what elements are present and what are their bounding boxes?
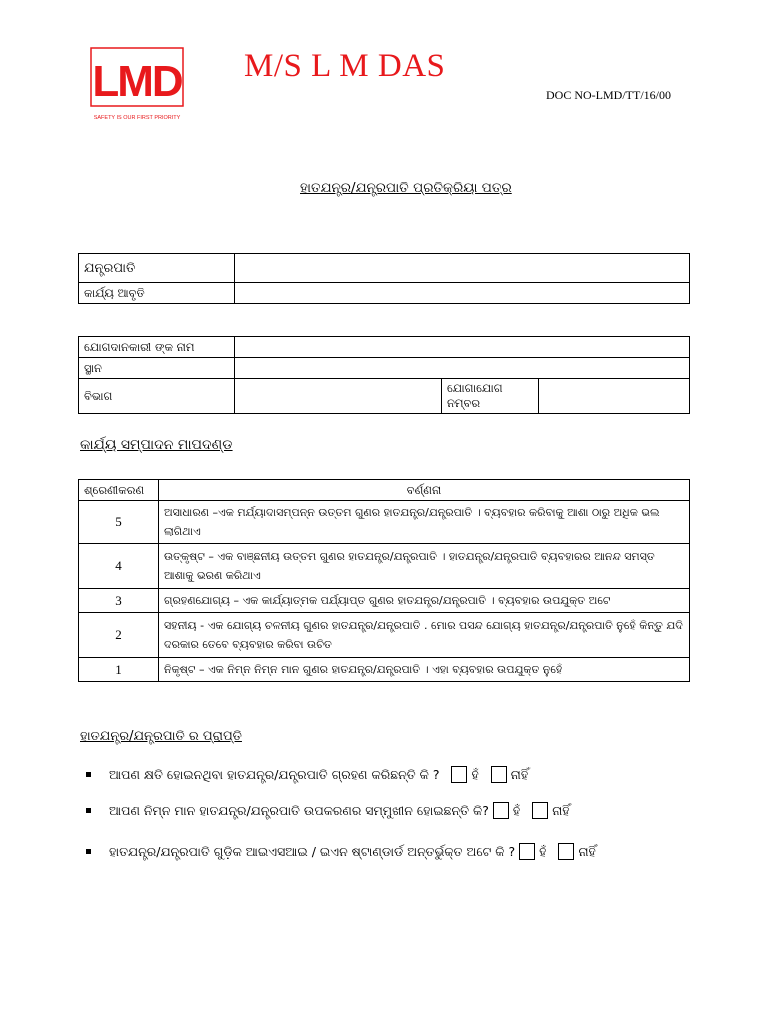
rating-value: 1	[79, 658, 159, 682]
equipment-label: ଯନ୍ତ୍ରପାତି	[79, 254, 235, 283]
description-header: ବର୍ଣ୍ଣନା	[159, 480, 690, 501]
rating-value: 3	[79, 589, 159, 613]
logo-tagline: SAFETY IS OUR FIRST PRIORITY	[93, 115, 181, 121]
criteria-table	[78, 479, 690, 682]
no-label: ନାହିଁ	[578, 843, 596, 859]
document-number: DOC NO-LMD/TT/16/00	[546, 88, 671, 102]
no-label: ନାହିଁ	[510, 766, 529, 782]
rating-description: ସହନୀୟ - ଏକ ଯୋଗ୍ୟ ଚଳନୀୟ ଗୁଣର ହାତଯନ୍ତ୍ର/ଯନ୍ତ୍ରପାତି . ମୋର ପସନ୍ଦ ଯୋଗ୍ୟ ହାତଯନ୍ତ୍ର/ଯନ୍ତ୍ରପାତି ନୁହେଁ କିନ୍ତୁ ଯଦି ଦରକାର ତେବେ ବ୍ୟବହାର କରିବା ଉଚିତ	[159, 613, 690, 658]
logo-text: LMD	[92, 57, 182, 106]
contributor-name-input[interactable]	[235, 337, 690, 358]
table-row	[79, 544, 690, 589]
rating-header: ଶ୍ରେଣୀକରଣ	[79, 480, 159, 501]
bullet-icon	[86, 772, 91, 777]
yes-label: ହଁ	[471, 766, 479, 782]
yes-label: ହଁ	[539, 843, 547, 859]
work-frequency-label: କାର୍ଯ୍ୟ ଆବୃତି	[79, 283, 235, 304]
rating-description: ଉତ୍କୃଷ୍ଟ – ଏକ ବାଞ୍ଛନୀୟ ଉତ୍ତମ ଗୁଣର ହାତଯନ୍ତ୍ର/ଯନ୍ତ୍ରପାତି । ହାତଯନ୍ତ୍ର/ଯନ୍ତ୍ରପାତି ବ୍ୟବହାରର ଆନନ୍ଦ ସମସ୍ତ ଆଶାକୁ ଭରଣ କରିଥାଏ	[159, 544, 690, 589]
yes-label: ହଁ	[512, 802, 521, 818]
contact-number-input[interactable]	[539, 379, 690, 414]
bullet-icon	[86, 849, 91, 854]
question-standard	[86, 843, 596, 860]
criteria-title: କାର୍ଯ୍ୟ ସମ୍ପାଦନ ମାପଦଣ୍ଡ	[80, 437, 233, 453]
no-label: ନାହିଁ	[552, 802, 570, 818]
contact-number-label: ଯୋଗାଯୋଗ ନମ୍ବର	[442, 379, 539, 414]
question-text: ହାତଯନ୍ତ୍ର/ଯନ୍ତ୍ରପାତି ଗୁଡ଼ିକ ଆଇଏସଆଇ / ଇଏନ ଷ୍ଟାଣ୍ଡାର୍ଡ ଅନ୍ତର୍ଭୁକ୍ତ ଅଟେ କି ?	[109, 843, 516, 859]
question-text: ଆପଣ ନିମ୍ନ ମାନ ହାତଯନ୍ତ୍ର/ଯନ୍ତ୍ରପାତି ଉପକରଣର ସମ୍ମୁଖୀନ ହୋଇଛନ୍ତି କି?	[109, 802, 489, 818]
no-checkbox[interactable]	[491, 766, 507, 783]
department-input[interactable]	[235, 379, 442, 414]
equipment-table	[78, 253, 690, 304]
place-input[interactable]	[235, 358, 690, 379]
rating-description: ନିକୃଷ୍ଟ – ଏକ ନିମ୍ନ ନିମ୍ନ ମାନ ଗୁଣର ହାତଯନ୍ତ୍ର/ଯନ୍ତ୍ରପାତି । ଏହା ବ୍ୟବହାର ଉପଯୁକ୍ତ ନୁହେଁ	[159, 658, 690, 682]
equipment-input[interactable]	[235, 254, 690, 283]
rating-value: 2	[79, 613, 159, 658]
rating-description: ଗ୍ରହଣଯୋଗ୍ୟ – ଏକ କାର୍ଯ୍ୟାତ୍ମକ ପର୍ଯ୍ୟାପ୍ତ ଗୁଣର ହାତଯନ୍ତ୍ର/ଯନ୍ତ୍ରପାତି । ବ୍ୟବହାର ଉପଯୁକ୍ତ ଅଟେ	[159, 589, 690, 613]
contributor-table	[78, 336, 690, 414]
contributor-name-label: ଯୋଗଦାନକାରୀ ଙ୍କ ନାମ	[79, 337, 235, 358]
bullet-icon	[86, 808, 91, 813]
question-undamaged	[86, 766, 528, 783]
receipt-title: ହାତଯନ୍ତ୍ର/ଯନ୍ତ୍ରପାତି ର ପ୍ରାପ୍ତି	[80, 729, 242, 744]
no-checkbox[interactable]	[532, 802, 548, 819]
department-label: ବିଭାଗ	[79, 379, 235, 414]
company-logo	[88, 46, 188, 124]
table-row	[79, 613, 690, 658]
question-text: ଆପଣ କ୍ଷତି ହୋଇନଥିବା ହାତଯନ୍ତ୍ର/ଯନ୍ତ୍ରପାତି ଗ୍ରହଣ କରିଛନ୍ତି କି ?	[109, 766, 440, 782]
yes-checkbox[interactable]	[493, 802, 509, 819]
table-row	[79, 589, 690, 613]
rating-value: 5	[79, 501, 159, 544]
rating-description: ଅସାଧାରଣ –ଏକ ମର୍ଯ୍ୟାଦାସମ୍ପନ୍ନ ଉତ୍ତମ ଗୁଣର ହାତଯନ୍ତ୍ର/ଯନ୍ତ୍ରପାତି । ବ୍ୟବହାର କରିବାକୁ ଆଶା ଠାରୁ ଅଧିକ ଭଲ ଲାଗିଥାଏ	[159, 501, 690, 544]
question-low-quality	[86, 802, 570, 819]
no-checkbox[interactable]	[558, 843, 574, 860]
table-row	[79, 379, 690, 414]
rating-value: 4	[79, 544, 159, 589]
table-header-row	[79, 480, 690, 501]
table-row	[79, 283, 690, 304]
yes-checkbox[interactable]	[451, 766, 467, 783]
table-row	[79, 337, 690, 358]
company-name: M/S L M DAS	[244, 48, 446, 84]
work-frequency-input[interactable]	[235, 283, 690, 304]
yes-checkbox[interactable]	[519, 843, 535, 860]
table-row	[79, 658, 690, 682]
table-row	[79, 254, 690, 283]
form-title: ହାତଯନ୍ତ୍ର/ଯନ୍ତ୍ରପାତି ପ୍ରତିକ୍ରିୟା ପତ୍ର	[300, 180, 512, 196]
table-row	[79, 358, 690, 379]
table-row	[79, 501, 690, 544]
place-label: ସ୍ଥାନ	[79, 358, 235, 379]
